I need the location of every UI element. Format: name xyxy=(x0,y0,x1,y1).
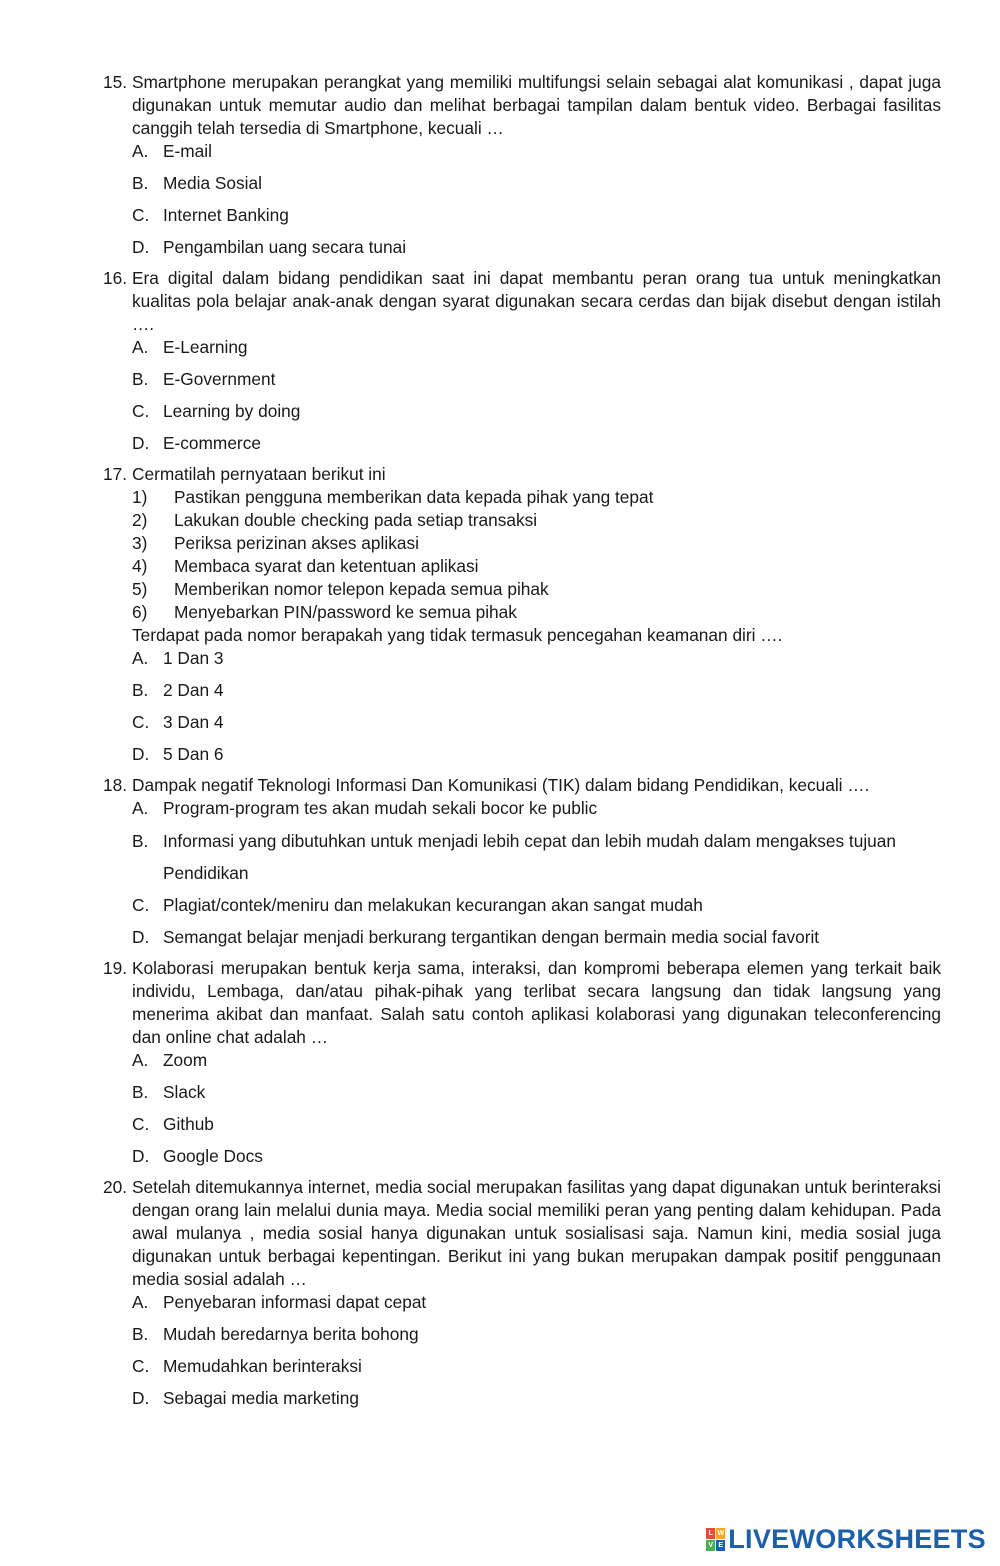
statement-text: Membaca syarat dan ketentuan aplikasi xyxy=(174,556,479,576)
option-text: Sebagai media marketing xyxy=(163,1388,359,1408)
option-letter: C. xyxy=(132,205,150,225)
question-text: Era digital dalam bidang pendidikan saat ini dapat membantu peran orang tua untuk meningkatkan kualitas pola belajar anak-anak dengan syarat digunakan secara cerdas dan bijak disebut dengan istilah …. xyxy=(132,268,941,334)
logo-tile: V xyxy=(706,1540,715,1551)
answer-option[interactable] xyxy=(132,711,941,734)
answer-options xyxy=(132,1291,941,1410)
answer-option[interactable] xyxy=(132,400,941,423)
answer-options xyxy=(132,647,941,766)
answer-options xyxy=(132,797,941,949)
question-text: Setelah ditemukannya internet, media social merupakan fasilitas yang dapat digunakan untuk berinteraksi dengan orang lain melalui dunia maya. Media social memiliki peran yang penting dalam kehidupan. Pada awal mulanya , media sosial hanya digunakan untuk sosialisasi saja. Namun kini, media sosial juga digunakan untuk berbagai kepentingan. Berikut ini yang bukan merupakan dampak positif penggunaan media sosial adalah … xyxy=(132,1177,941,1289)
answer-option[interactable] xyxy=(132,1291,941,1314)
option-text: 5 Dan 6 xyxy=(163,744,224,764)
answer-option[interactable] xyxy=(132,1355,941,1378)
option-text: Media Sosial xyxy=(163,173,262,193)
statement-number: 3) xyxy=(132,533,148,553)
answer-option[interactable] xyxy=(132,172,941,195)
statement-item xyxy=(132,555,941,578)
statement-number: 5) xyxy=(132,579,148,599)
option-text: Penyebaran informasi dapat cepat xyxy=(163,1292,427,1312)
option-text: E-commerce xyxy=(163,433,261,453)
option-text: 3 Dan 4 xyxy=(163,712,224,732)
question-text: Smartphone merupakan perangkat yang memiliki multifungsi selain sebagai alat komunikasi , dapat juga digunakan untuk memutar audio dan melihat berbagai tampilan dalam bentuk video. Berbagai fasilitas canggih telah tersedia di Smartphone, kecuali … xyxy=(132,72,941,138)
option-letter: A. xyxy=(132,798,149,818)
answer-option[interactable] xyxy=(132,1049,941,1072)
option-letter: D. xyxy=(132,433,150,453)
option-text: Informasi yang dibutuhkan untuk menjadi lebih cepat dan lebih mudah dalam mengakses tujuan Pendidikan xyxy=(163,831,897,883)
option-text: Mudah beredarnya berita bohong xyxy=(163,1324,419,1344)
statement-item xyxy=(132,486,941,509)
logo-wordmark: LIVEWORKSHEETS xyxy=(728,1523,986,1554)
question-number: 19. xyxy=(103,958,128,978)
answer-option[interactable] xyxy=(132,1145,941,1168)
option-letter: C. xyxy=(132,401,150,421)
statement-item xyxy=(132,532,941,555)
option-letter: B. xyxy=(132,680,149,700)
logo-tile: E xyxy=(716,1540,725,1551)
answer-option[interactable] xyxy=(132,647,941,670)
question-20 xyxy=(103,1176,941,1419)
option-letter: D. xyxy=(132,927,150,947)
option-letter: B. xyxy=(132,1324,149,1344)
statement-text: Pastikan pengguna memberikan data kepada pihak yang tepat xyxy=(174,487,654,507)
question-19 xyxy=(103,957,941,1177)
answer-option[interactable] xyxy=(132,432,941,455)
answer-option[interactable] xyxy=(132,236,941,259)
option-letter: B. xyxy=(132,173,149,193)
option-text: Internet Banking xyxy=(163,205,289,225)
question-number: 16. xyxy=(103,268,128,288)
question-16 xyxy=(103,267,941,464)
answer-option[interactable] xyxy=(132,743,941,766)
statement-text: Menyebarkan PIN/password ke semua pihak xyxy=(174,602,517,622)
option-letter: C. xyxy=(132,712,150,732)
question-15 xyxy=(103,71,941,268)
option-letter: D. xyxy=(132,237,150,257)
answer-option[interactable] xyxy=(132,1387,941,1410)
question-number: 15. xyxy=(103,72,128,92)
question-number: 20. xyxy=(103,1177,128,1197)
answer-option[interactable] xyxy=(132,1113,941,1136)
option-text: 1 Dan 3 xyxy=(163,648,224,668)
option-text: Github xyxy=(163,1114,214,1134)
option-letter: C. xyxy=(132,895,150,915)
option-letter: D. xyxy=(132,1388,150,1408)
answer-option[interactable] xyxy=(132,204,941,227)
question-text: Dampak negatif Teknologi Informasi Dan Komunikasi (TIK) dalam bidang Pendidikan, kecuali …. xyxy=(132,775,870,795)
liveworksheets-logo[interactable] xyxy=(706,1524,986,1554)
question-18 xyxy=(103,774,941,958)
option-letter: A. xyxy=(132,1050,149,1070)
answer-options xyxy=(132,1049,941,1168)
option-text: Pengambilan uang secara tunai xyxy=(163,237,407,257)
option-letter: B. xyxy=(132,1082,149,1102)
option-letter: A. xyxy=(132,1292,149,1312)
option-letter: A. xyxy=(132,337,149,357)
answer-option[interactable] xyxy=(132,1081,941,1104)
option-letter: A. xyxy=(132,648,149,668)
answer-option[interactable] xyxy=(132,336,941,359)
option-letter: D. xyxy=(132,1146,150,1166)
statement-text: Memberikan nomor telepon kepada semua pihak xyxy=(174,579,549,599)
answer-option[interactable] xyxy=(132,825,941,889)
statement-number: 4) xyxy=(132,556,148,576)
statement-text: Lakukan double checking pada setiap transaksi xyxy=(174,510,538,530)
statement-list xyxy=(132,486,941,624)
statement-item xyxy=(132,578,941,601)
answer-option[interactable] xyxy=(132,894,941,917)
answer-options xyxy=(132,336,941,455)
question-text: Kolaborasi merupakan bentuk kerja sama, interaksi, dan kompromi beberapa elemen yang terkait baik individu, Lembaga, dan/atau pihak-pihak yang terlibat secara langsung dan tidak langsung yang menerima akibat dan manfaat. Salah satu contoh aplikasi kolaborasi yang digunakan teleconferencing dan online chat adalah … xyxy=(132,958,941,1047)
option-text: Slack xyxy=(163,1082,206,1102)
option-text: Learning by doing xyxy=(163,401,301,421)
option-text: Program-program tes akan mudah sekali bocor ke public xyxy=(163,798,598,818)
statement-item xyxy=(132,509,941,532)
question-prompt: Terdapat pada nomor berapakah yang tidak termasuk pencegahan keamanan diri …. xyxy=(132,625,783,645)
question-number: 17. xyxy=(103,464,128,484)
question-17 xyxy=(103,463,941,775)
statement-number: 6) xyxy=(132,602,148,622)
statement-text: Periksa perizinan akses aplikasi xyxy=(174,533,419,553)
answer-option[interactable] xyxy=(132,797,941,820)
option-text: E-Learning xyxy=(163,337,248,357)
option-letter: C. xyxy=(132,1356,150,1376)
option-text: Google Docs xyxy=(163,1146,263,1166)
answer-option[interactable] xyxy=(132,368,941,391)
option-text: Memudahkan berinteraksi xyxy=(163,1356,362,1376)
statement-item xyxy=(132,601,941,624)
logo-tile: L xyxy=(706,1528,715,1539)
statement-number: 2) xyxy=(132,510,148,530)
option-letter: B. xyxy=(132,831,149,851)
answer-option[interactable] xyxy=(132,679,941,702)
answer-options xyxy=(132,140,941,259)
question-number: 18. xyxy=(103,775,128,795)
option-text: 2 Dan 4 xyxy=(163,680,224,700)
option-letter: B. xyxy=(132,369,149,389)
option-text: Zoom xyxy=(163,1050,208,1070)
answer-option[interactable] xyxy=(132,140,941,163)
option-text: E-mail xyxy=(163,141,212,161)
answer-option[interactable] xyxy=(132,926,941,949)
logo-tile: W xyxy=(717,1529,725,1537)
question-text: Cermatilah pernyataan berikut ini xyxy=(132,464,386,484)
option-letter: C. xyxy=(132,1114,150,1134)
logo-mark-icon xyxy=(706,1528,725,1551)
answer-option[interactable] xyxy=(132,1323,941,1346)
option-letter: A. xyxy=(132,141,149,161)
option-text: Semangat belajar menjadi berkurang tergantikan dengan bermain media social favorit xyxy=(163,927,820,947)
statement-number: 1) xyxy=(132,487,148,507)
option-letter: D. xyxy=(132,744,150,764)
option-text: E-Government xyxy=(163,369,276,389)
option-text: Plagiat/contek/meniru dan melakukan kecurangan akan sangat mudah xyxy=(163,895,703,915)
